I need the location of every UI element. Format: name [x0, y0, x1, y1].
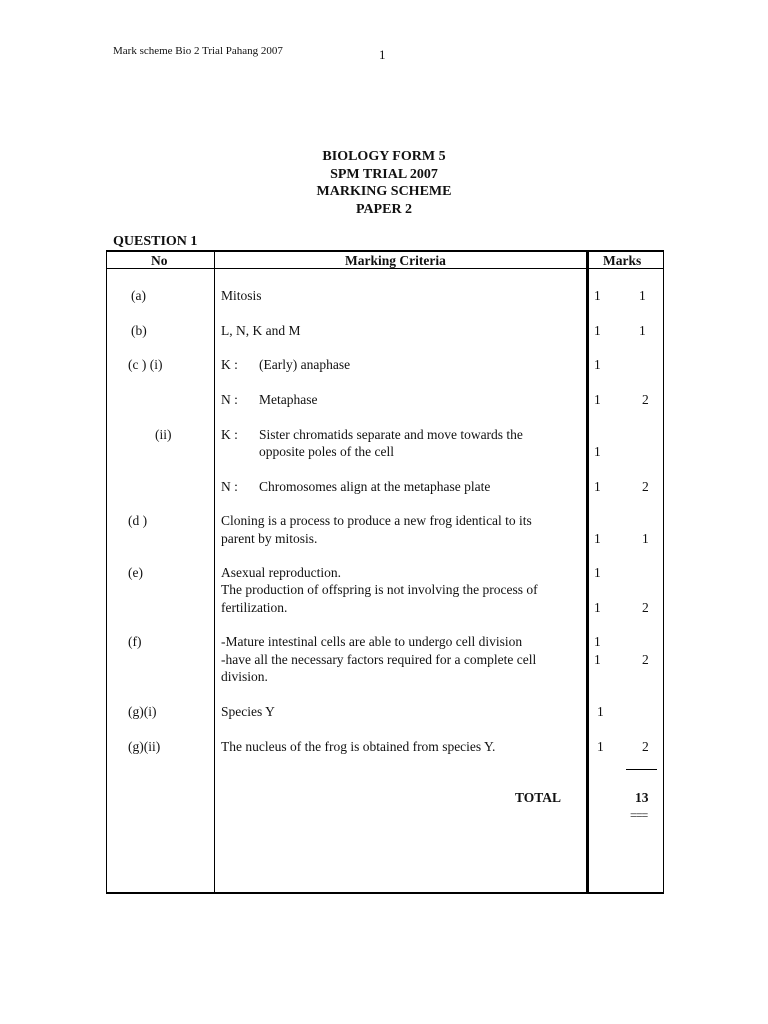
- row-c-ii-k-prefix: K :: [221, 427, 238, 442]
- row-f-criteria-line-3: division.: [221, 669, 268, 684]
- row-e-criteria-line-1: Asexual reproduction.: [221, 565, 341, 580]
- row-d-criteria-line-2: parent by mitosis.: [221, 531, 318, 546]
- total-double-underline: ===: [630, 808, 648, 822]
- page-number: 1: [379, 47, 386, 62]
- row-c-i-n-criteria: Metaphase: [259, 392, 318, 407]
- row-g-i-no: (g)(i): [128, 704, 157, 719]
- question-label: QUESTION 1: [113, 234, 198, 249]
- row-g-ii-no: (g)(ii): [128, 739, 161, 754]
- row-b-mark: 1: [594, 323, 601, 338]
- row-c-ii-n-mark: 1: [594, 479, 601, 494]
- row-d-no: (d ): [128, 513, 148, 528]
- row-g-ii-mark: 1: [597, 739, 604, 754]
- title-line-1: BIOLOGY FORM 5: [322, 149, 446, 164]
- row-c-i-n-mark: 1: [594, 392, 601, 407]
- row-b-no: (b): [131, 323, 147, 338]
- row-f-subtotal: 2: [642, 652, 649, 667]
- row-g-i-criteria: Species Y: [221, 704, 275, 719]
- row-c-ii-no: (ii): [155, 427, 172, 442]
- row-g-ii-subtotal: 2: [642, 739, 649, 754]
- row-f-mark-1: 1: [594, 634, 601, 649]
- row-a-subtotal: 1: [639, 288, 646, 303]
- row-f-no: (f): [128, 634, 142, 649]
- row-e-subtotal: 2: [642, 600, 649, 615]
- row-g-ii-criteria: The nucleus of the frog is obtained from species Y.: [221, 739, 496, 754]
- row-e-no: (e): [128, 565, 143, 580]
- row-f-criteria-line-1: -Mature intestinal cells are able to undergo cell division: [221, 634, 523, 649]
- table-right-border: [663, 250, 665, 894]
- total-value: 13: [635, 790, 649, 805]
- row-c-i-subtotal: 2: [642, 392, 649, 407]
- row-b-subtotal: 1: [639, 323, 646, 338]
- row-a-no: (a): [131, 288, 146, 303]
- row-b-criteria: L, N, K and M: [221, 323, 301, 338]
- row-e-mark-2: 1: [594, 600, 601, 615]
- row-c-i-k-prefix: K :: [221, 357, 238, 372]
- column-header-no: No: [151, 253, 168, 268]
- title-line-2: SPM TRIAL 2007: [330, 166, 438, 182]
- row-a-mark: 1: [594, 288, 601, 303]
- row-g-i-mark: 1: [597, 704, 604, 719]
- row-c-ii-subtotal: 2: [642, 479, 649, 494]
- table-col-divider-2: [586, 250, 589, 894]
- title-line-3: MARKING SCHEME: [316, 184, 452, 199]
- total-label: TOTAL: [515, 790, 562, 805]
- row-d-subtotal: 1: [642, 531, 649, 546]
- title-line-4: PAPER 2: [355, 201, 413, 217]
- row-f-criteria-line-2: -have all the necessary factors required for a complete cell: [221, 652, 537, 667]
- row-c-ii-k-criteria-line-2: opposite poles of the cell: [259, 444, 394, 459]
- table-col-divider-1: [214, 250, 216, 894]
- row-c-ii-k-mark: 1: [594, 444, 601, 459]
- table-left-border: [106, 250, 108, 894]
- row-c-i-no: (c ) (i): [128, 357, 163, 372]
- row-d-criteria-line-1: Cloning is a process to produce a new frog identical to its: [221, 513, 532, 528]
- table-bottom-border: [106, 892, 664, 894]
- row-c-ii-k-criteria-line-1: Sister chromatids separate and move towards the: [259, 427, 523, 442]
- row-c-i-k-criteria: (Early) anaphase: [259, 357, 351, 372]
- document-header: Mark scheme Bio 2 Trial Pahang 2007: [113, 45, 283, 57]
- row-c-i-k-mark: 1: [594, 357, 601, 372]
- row-a-criteria: Mitosis: [221, 288, 262, 303]
- row-e-criteria-line-3: fertilization.: [221, 600, 288, 615]
- column-header-marks: Marks: [603, 253, 642, 268]
- row-c-ii-n-prefix: N :: [221, 479, 238, 494]
- row-f-mark-2: 1: [594, 652, 601, 667]
- row-d-mark: 1: [594, 531, 601, 546]
- row-e-mark-1: 1: [594, 565, 601, 580]
- row-c-ii-n-criteria: Chromosomes align at the metaphase plate: [259, 479, 491, 494]
- row-e-criteria-line-2: The production of offspring is not involving the process of: [221, 582, 538, 597]
- row-c-i-n-prefix: N :: [221, 392, 238, 407]
- total-rule: [626, 769, 657, 770]
- column-header-marking-criteria: Marking Criteria: [345, 253, 446, 268]
